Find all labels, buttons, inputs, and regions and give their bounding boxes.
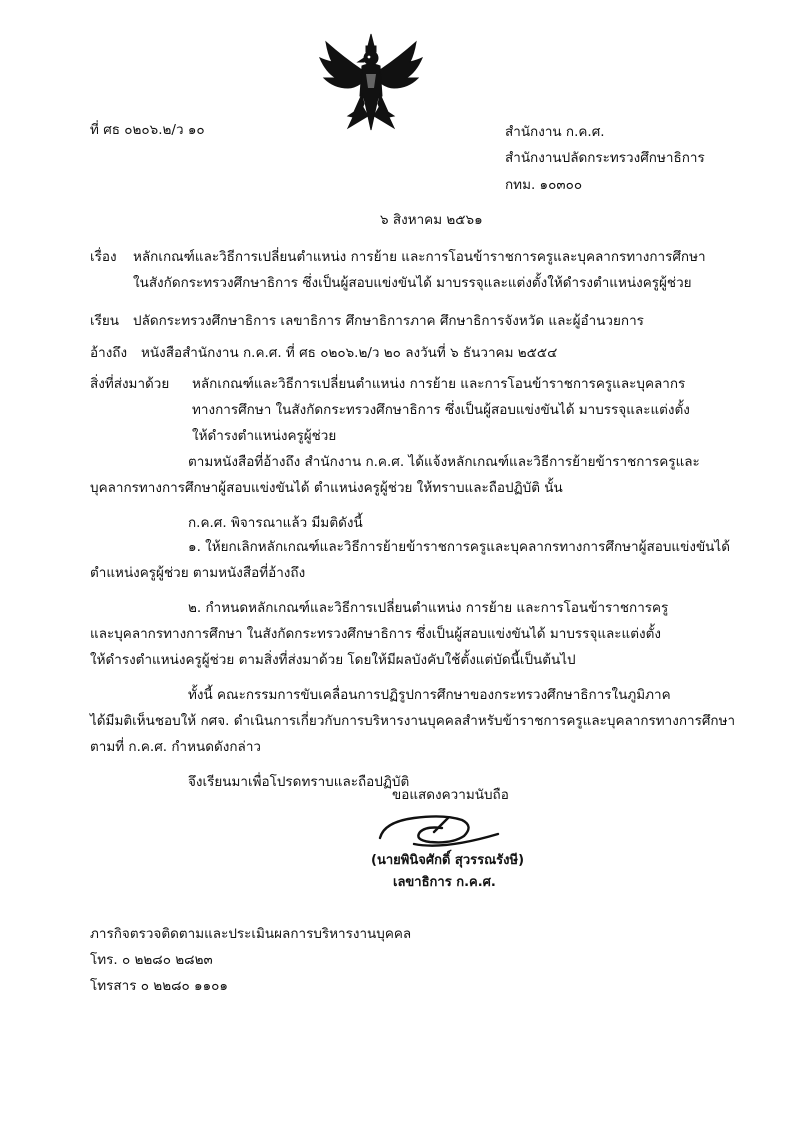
enclosure-line-3: ให้ดำรงตำแหน่งครูผู้ช่วย — [192, 428, 337, 444]
body-item2-line-2: และบุคลากรทางการศึกษา ในสังกัดกระทรวงศึกษาธิการ ซึ่งเป็นผู้สอบแข่งขันได้ มาบรรจุและแต่งตั้ง — [90, 626, 661, 642]
signatory-title: เลขาธิการ ก.ค.ศ. — [393, 875, 496, 890]
signatory-name: (นายพินิจศักดิ์ สุวรรณรังษี) — [371, 853, 525, 868]
footer-department: ภารกิจตรวจติดตามและประเมินผลการบริหารงานบุคคล — [90, 926, 412, 942]
sender-line-2: สำนักงานปลัดกระทรวงศึกษาธิการ — [505, 150, 705, 166]
body-p3-line-3: ตามที่ ก.ค.ศ. กำหนดดังกล่าว — [90, 739, 261, 755]
letter-date: ๖ สิงหาคม ๒๕๖๑ — [380, 212, 483, 228]
enclosure-label: สิ่งที่ส่งมาด้วย — [90, 376, 170, 392]
body-p3-line-1: ทั้งนี้ คณะกรรมการขับเคลื่อนการปฏิรูปการศึกษาของกระทรวงศึกษาธิการในภูมิภาค — [188, 687, 671, 703]
reference-text: หนังสือสำนักงาน ก.ค.ศ. ที่ ศธ ๐๒๐๖.๒/ว ๒๐ ลงวันที่ ๖ ธันวาคม ๒๕๕๔ — [141, 345, 558, 361]
sender-line-3: กทม. ๑๐๓๐๐ — [505, 177, 583, 193]
body-p1-line-2: บุคลากรทางการศึกษาผู้สอบแข่งขันได้ ตำแหน่งครูผู้ช่วย ให้ทราบและถือปฏิบัติ นั้น — [90, 480, 563, 496]
subject-line-1: หลักเกณฑ์และวิธีการเปลี่ยนตำแหน่ง การย้าย และการโอนข้าราชการครูและบุคลากรทางการศึกษา — [133, 249, 706, 265]
sender-line-1: สำนักงาน ก.ค.ศ. — [505, 124, 605, 140]
enclosure-line-1: หลักเกณฑ์และวิธีการเปลี่ยนตำแหน่ง การย้าย และการโอนข้าราชการครูและบุคลากร — [192, 376, 686, 392]
body-p3-line-2: ได้มีมติเห็นชอบให้ กศจ. ดำเนินการเกี่ยวกับการบริหารงานบุคคลสำหรับข้าราชการครูและบุคลากรทางการศึกษา — [90, 713, 736, 729]
reference-number: ที่ ศธ ๐๒๐๖.๒/ว ๑๐ — [90, 122, 205, 138]
footer-fax: โทรสาร ๐ ๒๒๘๐ ๑๑๐๑ — [90, 978, 228, 994]
closing-line: จึงเรียนมาเพื่อโปรดทราบและถือปฏิบัติ — [188, 774, 410, 790]
subject-line-2: ในสังกัดกระทรวงศึกษาธิการ ซึ่งเป็นผู้สอบแข่งขันได้ มาบรรจุและแต่งตั้งให้ดำรงตำแหน่งครูผู้ช่วย — [133, 275, 692, 291]
body-p2: ก.ค.ศ. พิจารณาแล้ว มีมติดังนี้ — [188, 515, 363, 531]
to-label: เรียน — [90, 313, 120, 329]
to-recipients: ปลัดกระทรวงศึกษาธิการ เลขาธิการ ศึกษาธิการภาค ศึกษาธิการจังหวัด และผู้อำนวยการ — [133, 313, 644, 329]
subject-label: เรื่อง — [90, 249, 117, 265]
garuda-emblem-icon — [318, 32, 424, 136]
body-item1-line-1: ๑. ให้ยกเลิกหลักเกณฑ์และวิธีการย้ายข้าราชการครูและบุคลากรทางการศึกษาผู้สอบแข่งขันได้ — [188, 539, 730, 555]
complimentary-close: ขอแสดงความนับถือ — [392, 787, 509, 803]
reference-label: อ้างถึง — [90, 345, 128, 361]
body-item2-line-3: ให้ดำรงตำแหน่งครูผู้ช่วย ตามสิ่งที่ส่งมาด้วย โดยให้มีผลบังคับใช้ตั้งแต่บัดนี้เป็นต้นไป — [90, 652, 576, 668]
body-p1-line-1: ตามหนังสือที่อ้างถึง สำนักงาน ก.ค.ศ. ได้แจ้งหลักเกณฑ์และวิธีการย้ายข้าราชการครูและ — [188, 454, 700, 470]
enclosure-line-2: ทางการศึกษา ในสังกัดกระทรวงศึกษาธิการ ซึ่งเป็นผู้สอบแข่งขันได้ มาบรรจุและแต่งตั้ง — [192, 402, 690, 418]
footer-phone: โทร. ๐ ๒๒๘๐ ๒๘๒๓ — [90, 952, 213, 968]
body-item2-line-1: ๒. กำหนดหลักเกณฑ์และวิธีการเปลี่ยนตำแหน่ง การย้าย และการโอนข้าราชการครู — [188, 600, 669, 616]
body-item1-line-2: ตำแหน่งครูผู้ช่วย ตามหนังสือที่อ้างถึง — [90, 565, 306, 581]
handwritten-signature — [374, 806, 502, 856]
